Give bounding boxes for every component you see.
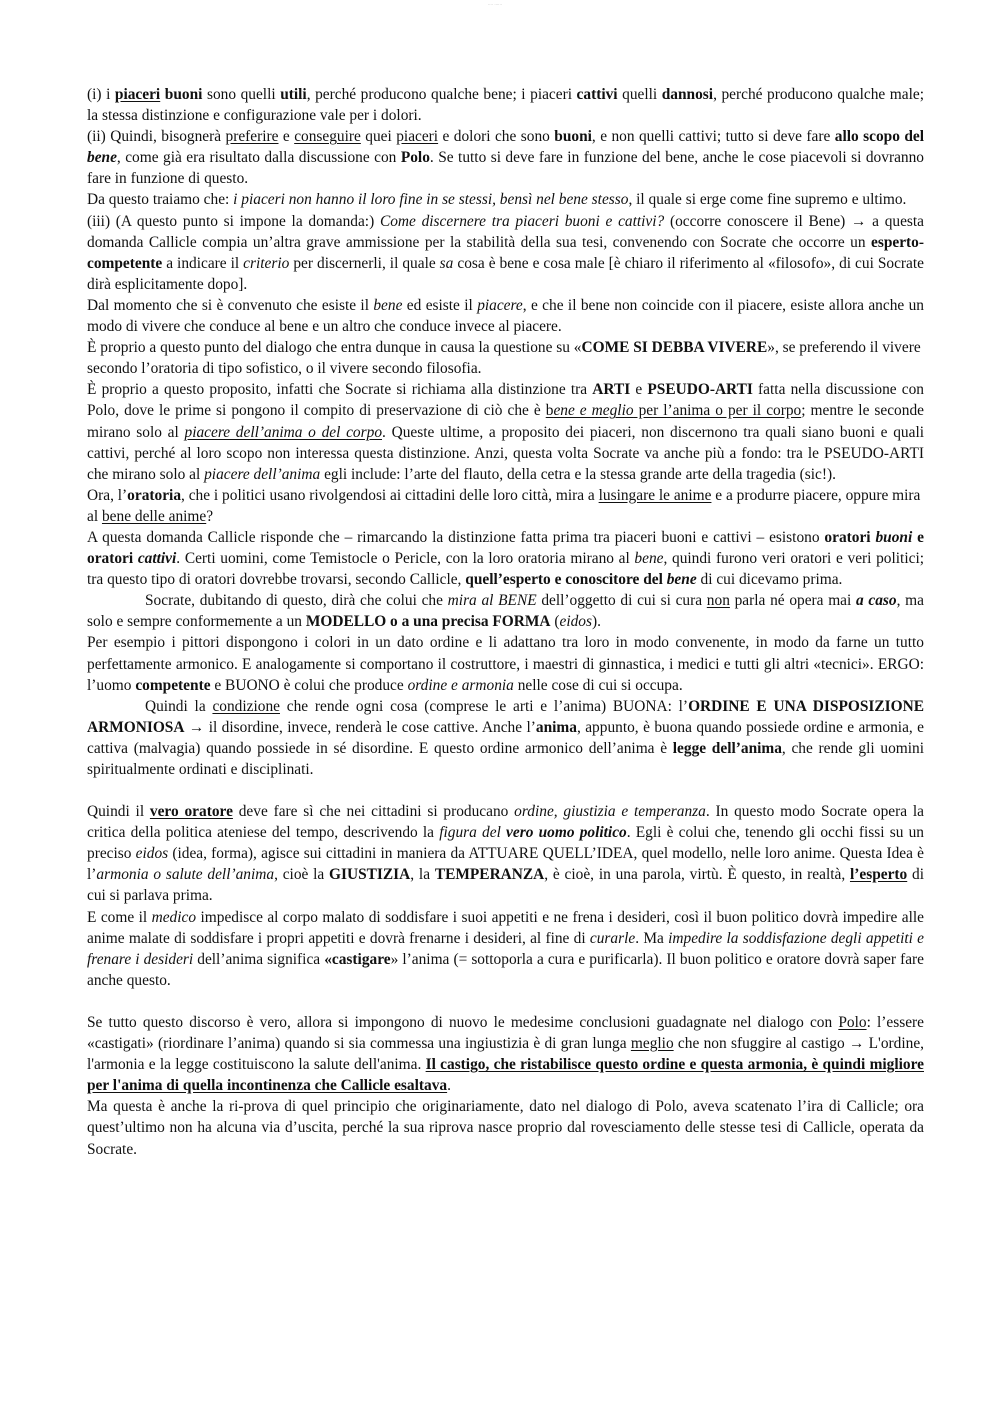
paragraph-p6 [87,337,924,379]
text-segment: A questa domanda Callicle risponde che – rimarcando la distinzione fatta prima tra piaceri buoni e cattivi – esistono [87,528,825,546]
text-segment: , è cioè, in una parola, virtù. È questo, in realtà, [544,866,850,884]
paragraph-p7 [87,379,924,484]
text-segment: ; mentre le seconde mirano solo al [87,402,924,441]
text-segment: . In questo modo Socrate opera la critica della politica ateniese del tempo, descrivendo la [87,803,924,842]
text-segment: che non sfuggire al castigo → L'ordine, l'armonia e la legge costituiscono la salute dell'anima. [87,1035,924,1074]
paragraph-p5 [87,295,924,337]
paragraph-p11 [87,632,924,695]
text-segment: Come discernere tra piaceri buoni e cattivi? [379,212,665,230]
text-segment: → il disordine, invece, renderà le cose cattive. Anche l’ [184,718,536,736]
text-segment: piacere [477,296,523,314]
text-segment: vero oratore [149,803,233,821]
text-segment: . Se tutto si deve fare in funzione del bene, anche le cose piacevoli si dovranno fare in funzione di questo. [87,149,924,188]
text-segment: (i) i [87,86,115,103]
text-segment: E come il [87,908,152,926]
text-segment: ed esiste il [402,296,478,314]
text-segment: cosa è bene e cosa male [è chiaro il riferimento al «filosofo», di cui Socrate dirà esplicitamente dopo]. [87,254,924,293]
text-segment: oratori [824,528,876,546]
text-segment: , e non quelli cattivi; tutto si deve fare [591,128,835,146]
paragraph-p13 [87,801,924,906]
text-segment: . Certi uomini, come Temistocle o Pericle, con la loro oratoria mirano al [176,550,635,568]
text-segment: , quindi furono veri oratori e veri politici; tra questo tipo di oratori dovrebbe trovarsi, secondo Callicle, [87,550,924,589]
text-segment: e BUONO è colui che produce [210,676,408,694]
text-segment: criterio [243,254,290,272]
document-body [87,84,924,1160]
text-segment: buoni [875,528,913,546]
text-segment: e dolori che sono [438,128,555,146]
paragraph-p2 [87,126,924,189]
text-segment: TEMPERANZA [434,866,545,884]
text-segment: , perché producono qualche male; la stessa distinzione e configurazione vale per i dolori. [87,86,924,125]
text-segment: , che rende gli uomini spiritualmente ordinati e disciplinati. [87,739,924,778]
text-segment: , cioè la [274,866,330,884]
text-segment: Se tutto questo discorso è vero, allora si impongono di nuovo le medesime conclusioni guadagnate nel dialogo con [87,1013,839,1031]
text-segment: , il quale si erge come fine supremo e ultimo. [628,191,907,209]
text-segment: Quindi il [87,803,150,821]
text-segment: COME SI DEBBA VIVERE [581,339,768,357]
text-segment: Polo [838,1013,867,1031]
text-segment: Per esempio i pittori dispongono i colori in un dato ordine e li adattano tra loro in modo convenente, in modo da farne un tutto perfettamente armonico. E analogamente si comportano il costruttore, i maestri di ginnastica, i medici e tutti gli altri «tecnici». ERGO: l’uomo [87,634,924,694]
text-segment: È proprio a questo punto del dialogo che entra dunque in causa la questione su « [87,339,582,357]
paragraph-p15 [87,1012,924,1096]
text-segment: egli include: l’arte del flauto, della cetra e la stessa grande arte della tragedia (sic!). [320,465,836,483]
text-segment: impedisce al corpo malato di soddisfare i suoi appetiti e ne frena i desideri, così il buon politico dovrà impedire alle anime malate di soddisfare i propri appetiti e dovrà frenarne i desideri, al fine di [87,908,924,947]
paragraph-spacer [87,780,924,801]
text-segment: e oratori [87,528,924,568]
text-segment: meglio [630,1035,674,1053]
text-segment: curarle [589,929,636,947]
text-segment: (idea, forma), agisce sui cittadini in maniera da ATTUARE QUELL’IDEA, quel modello, nelle loro anime. Questa Idea è l’ [87,845,924,884]
paragraph-spacer [87,991,924,1012]
paragraph-p12 [87,696,924,780]
text-segment: : l’essere «castigati» (riordinare l’anima) quando si sia commessa una ingiustizia è di gran lunga [87,1013,924,1053]
text-segment: impedire la soddisfazione degli appetiti e frenare i desideri [87,929,924,968]
text-segment: , la [410,866,435,884]
text-segment: ). [592,613,601,631]
text-segment: . Egli è colui che, tenendo gli occhi fissi su un preciso [87,824,924,863]
text-segment: deve fare sì che nei cittadini si producano [232,803,515,821]
paragraph-p16 [87,1096,924,1159]
text-segment: GIUSTIZIA [329,866,411,884]
text-segment: di cui dicevamo prima. [696,571,843,589]
text-segment: , che i politici usano rivolgendosi ai cittadini delle loro città, mira a [181,486,599,504]
text-segment: buoni [554,128,592,146]
text-segment: e [278,128,295,146]
text-segment: non [706,592,730,610]
text-segment: piaceri [114,86,161,103]
text-segment: , ma solo e sempre conformemente a un [87,592,924,631]
text-segment: Socrate, dubitando di questo, dirà che colui che [145,592,448,610]
text-segment: utili [280,86,307,103]
text-segment: anima [535,718,577,736]
text-segment: legge dell’anima [672,739,782,757]
text-segment: esperto-competente [87,233,924,272]
text-segment: ARTI [592,381,631,399]
text-segment: e [630,381,648,399]
text-segment: oratoria [127,486,182,504]
text-segment: cattivi [576,86,618,103]
text-segment: ordine e armonia [407,676,514,694]
text-segment: nelle cose di cui si occupa. [513,676,683,694]
text-segment: eidos [135,845,169,863]
text-segment: quelli [617,86,662,103]
text-segment: quei [360,128,397,146]
paragraph-p1 [87,84,924,126]
text-segment: parla né opera mai [729,592,856,610]
paragraph-p3 [87,189,924,210]
text-segment: fatta nella discussione con Polo, dove le prime si pongono il compito di preservazione di ciò che è [87,381,924,420]
header-mark: ···· ······ [488,2,502,7]
text-segment: , e che il bene non coincide con il piacere, esiste allora anche un modo di vivere che conduce al bene e un altro che conduce invece al piacere. [87,296,924,336]
text-segment: . Ma [635,929,669,947]
text-segment: allo scopo del [834,128,925,146]
text-segment: (iii) (A questo punto si impone la domanda:) [87,212,380,230]
text-segment: cattivi [137,550,177,568]
text-segment: di cui si parlava prima. [87,866,924,905]
text-segment: «castigare [324,950,391,968]
text-segment: piaceri [396,128,439,146]
text-segment: dell’oggetto di cui si cura [536,592,707,610]
text-segment: figura del [439,824,507,842]
text-segment: sa [439,254,454,272]
paragraph-p10 [87,590,924,632]
text-segment: È proprio a questo proposito, infatti che Socrate si richiama alla distinzione tra [87,381,593,399]
text-segment: , appunto, è buona quando possiede ordine e armonia, e cattiva (malvagia) quando possiede in sé disordine. E questo ordine armonico dell’anima è [87,718,924,757]
text-segment: ordine, giustizia e temperanza [514,803,706,821]
text-segment: i piaceri non hanno il loro fine in se stessi, bensì nel bene stesso [233,191,629,209]
text-segment: . [447,1077,451,1095]
text-segment: competente [135,676,211,694]
text-segment: bene [87,149,117,167]
text-segment: ( [550,613,560,631]
text-segment: condizione [212,697,280,715]
text-segment: (occorre conoscere il Bene) → a questa domanda Callicle compia un’altra grave ammissione per la stabilità della sua tesi, convenendo con Socrate che occorre un [87,212,925,251]
text-segment: lusingare le anime [598,486,712,504]
text-segment: Dal momento che si è convenuto che esiste il [87,296,374,314]
text-segment: conseguire [294,128,361,146]
text-segment: sono quelli [202,86,281,103]
text-segment: (ii) Quindi, bisognerà [87,128,226,146]
text-segment: per l’anima o per il corpo [633,402,802,420]
text-segment: che rende ogni cosa (comprese le arti e l’anima) BUONA: l’ [279,697,689,715]
text-segment: b [545,402,554,420]
text-segment: ORDINE E UNA DISPOSIZIONE ARMONIOSA [87,697,924,736]
text-segment: bene [373,296,403,314]
text-segment: Il castigo, che ristabilisce questo ordine e questa armonia, è quindi migliore per l'anima di quella incontinenza che Callicle esaltava [87,1056,924,1095]
text-segment: » l’anima (= sottoporla a cura e purificarla). Il buon politico e oratore dovrà saper fare anche questo. [87,950,924,989]
text-segment: dannosi [661,86,714,103]
text-segment: armonia o salute dell’anima [96,866,275,884]
text-segment: bene [666,571,697,589]
text-segment: Da questo traiamo che: [87,191,234,209]
text-segment: e a produrre piacere, oppure mira al [87,486,921,525]
text-segment: a indicare il [162,254,244,272]
text-segment: , perché producono qualche bene; i piaceri [306,86,577,103]
text-segment: Ora, l’ [87,486,128,504]
paragraph-p14 [87,907,924,991]
text-segment: a caso [856,592,897,610]
text-segment: Ma questa è anche la ri-prova di quel principio che originariamente, dato nel dialogo di Polo, aveva scatenato l’ira di Callicle; ora quest’ultimo non ha alcuna via d’uscita, perché la sua riprova nasce proprio dal rovesciamento delle stesse tesi di Callicle, operata da Socrate. [87,1098,924,1158]
text-segment: mira al BENE [447,592,537,610]
text-segment: », se preferendo il vivere secondo l’oratoria di tipo sofistico, o il vivere secondo filosofia. [87,339,921,378]
text-segment: piacere dell’anima o del corpo [184,423,383,441]
text-segment: Quindi la [145,697,213,715]
text-segment: ? [206,507,214,525]
paragraph-p9 [87,527,924,590]
text-segment: preferire [225,128,279,146]
paragraph-p8 [87,485,924,527]
text-segment: l’esperto [849,866,908,884]
text-segment: MODELLO o a una precisa FORMA [305,613,551,631]
text-segment: quell’esperto e conoscitore del [465,571,667,589]
text-segment: dell’anima significa [193,950,325,968]
text-segment: piacere dell’anima [204,465,321,483]
text-segment: buoni [164,86,203,103]
text-segment: PSEUDO-ARTI [647,381,753,399]
text-segment: bene delle anime [101,507,207,525]
text-segment: . Queste ultime, a proposito dei piaceri, non discernono tra quali siano buoni e quali cattivi, perché al loro scopo non interessa questa distinzione. Anzi, questa volta Socrate va anche più a fondo: tra le PSEUDO-ARTI che mirano solo al [87,423,924,483]
text-segment: bene [634,550,664,568]
text-segment: medico [151,908,197,926]
text-segment: , come già era risultato dalla discussione con [116,149,401,167]
text-segment: per discernerli, il quale [289,254,440,272]
paragraph-p4 [87,211,924,295]
text-segment: ene e meglio [553,402,634,420]
text-segment: eidos [559,613,592,631]
text-segment: Polo [400,149,430,167]
text-segment: vero uomo politico [506,824,627,842]
